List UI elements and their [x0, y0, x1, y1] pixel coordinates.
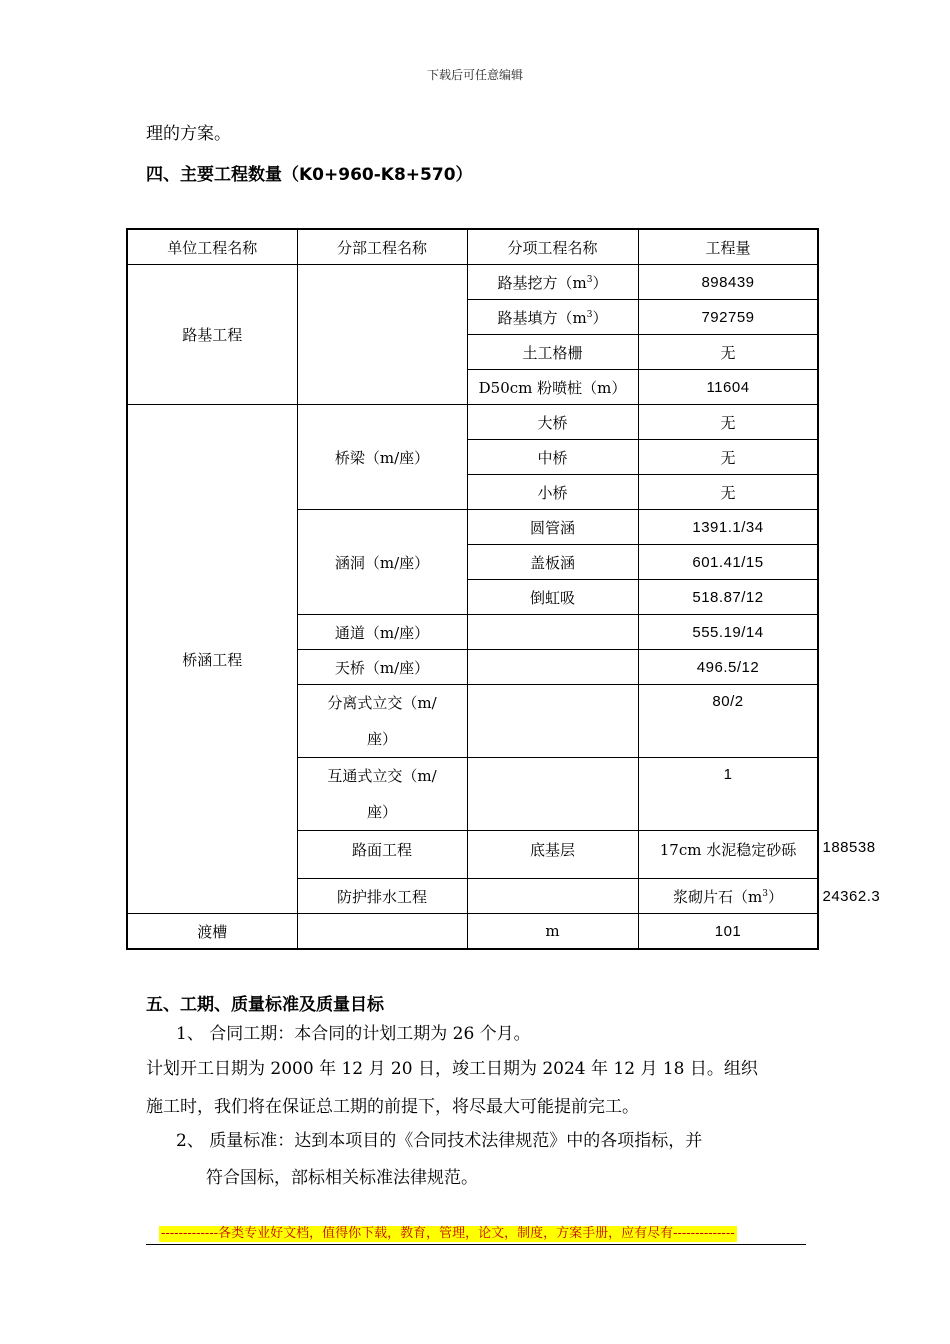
paragraph-contract-period: 1、 合同工期：本合同的计划工期为 26 个月。	[176, 1024, 531, 1044]
division-full-interchange: 互通式立交（m/ 座）	[297, 758, 467, 831]
item-cell: 路基填方$(m^3)$	[467, 300, 638, 335]
division-empty	[297, 265, 467, 405]
unit-bridge-culvert: 桥涵工程	[127, 405, 297, 914]
item-cell: 路基挖方$(m^3)$	[467, 265, 638, 300]
footer-banner: -------------各类专业好文档，值得你下载，教育，管理，论文，制度，方案手册，应有尽有--------------	[161, 1226, 735, 1241]
quantity-cell: 518.87/12	[638, 580, 818, 615]
quantity-cell: 898439	[638, 265, 818, 300]
table-row	[127, 405, 818, 440]
paragraph-quality: 2、 质量标准：达到本项目的《合同技术法律规范》中的各项指标，并	[176, 1131, 703, 1151]
quantity-cell: 101	[638, 914, 818, 950]
quantity-cell: 1	[638, 758, 818, 831]
item-cell: 中桥	[467, 440, 638, 475]
division-flyover: 天桥（m/座）	[297, 650, 467, 685]
quantity-table	[126, 228, 881, 950]
quantity-cell: 无	[638, 475, 818, 510]
quantity-cell: 496.5/12	[638, 650, 818, 685]
intro-line: 理的方案。	[146, 124, 231, 144]
quantity-cell: 555.19/14	[638, 615, 818, 650]
paragraph-dates-cont: 施工时，我们将在保证总工期的前提下，将尽最大可能提前完工。	[146, 1097, 639, 1117]
table-header-row	[127, 229, 818, 265]
header-unit: 单位工程名称	[127, 229, 297, 265]
division-separated-interchange: 分离式立交（m/ 座）	[297, 685, 467, 758]
item-empty	[467, 758, 638, 831]
page-header-note: 下载后可任意编辑	[426, 68, 523, 82]
quantity-cell: 无	[638, 335, 818, 370]
header-item: 分项工程名称	[467, 229, 638, 265]
unit-flume: 渡槽	[127, 914, 297, 950]
quantity-cell: 601.41/15	[638, 545, 818, 580]
item-cell: 倒虹吸	[467, 580, 638, 615]
item-cell: 浆砌片石$(m^3)$	[638, 879, 818, 914]
quantity-cell: 无	[638, 405, 818, 440]
quantity-cell: 80/2	[638, 685, 818, 758]
table-row: 路面工程 底基层 17cm 水泥稳定砂砾 188538	[127, 831, 818, 879]
division-empty	[467, 879, 638, 914]
item-cell: 土工格栅	[467, 335, 638, 370]
division-culverts: 涵洞（m/座）	[297, 510, 467, 615]
section-heading-4: 四、主要工程数量（K0+960-K8+570）	[146, 165, 473, 185]
item-empty	[467, 650, 638, 685]
item-cell: 盖板涵	[467, 545, 638, 580]
paragraph-dates: 计划开工日期为 2000 年 12 月 20 日，竣工日期为 2024 年 12 月 18 日。组织	[146, 1059, 758, 1079]
quantity-cell: 792759	[638, 300, 818, 335]
item-empty	[467, 685, 638, 758]
item-empty	[467, 615, 638, 650]
unit-pavement: 路面工程	[297, 831, 467, 879]
division-bridges: 桥梁（m/座）	[297, 405, 467, 510]
quantity-cell: 11604	[638, 370, 818, 405]
quantity-cell: 无	[638, 440, 818, 475]
division-empty	[297, 914, 467, 950]
item-cell: m	[467, 914, 638, 950]
item-cell: 大桥	[467, 405, 638, 440]
item-cell: 圆管涵	[467, 510, 638, 545]
header-division: 分部工程名称	[297, 229, 467, 265]
item-cell: 小桥	[467, 475, 638, 510]
division-subbase: 底基层	[467, 831, 638, 879]
item-cell: 17cm 水泥稳定砂砾	[638, 831, 818, 879]
unit-roadbed: 路基工程	[127, 265, 297, 405]
table-row	[127, 265, 818, 300]
paragraph-quality-cont: 符合国标，部标相关标准法律规范。	[206, 1168, 478, 1188]
table-row: 防护排水工程 浆砌片石$(m^3)$ 24362.3	[127, 879, 818, 914]
section-heading-5: 五、工期、质量标准及质量目标	[146, 995, 384, 1015]
unit-drainage: 防护排水工程	[297, 879, 467, 914]
item-cell: D50cm 粉喷桩（m）	[467, 370, 638, 405]
header-quantity: 工程量	[638, 229, 818, 265]
quantity-cell: 1391.1/34	[638, 510, 818, 545]
division-passage: 通道（m/座）	[297, 615, 467, 650]
footer-divider	[146, 1244, 806, 1245]
table-row	[127, 914, 818, 950]
